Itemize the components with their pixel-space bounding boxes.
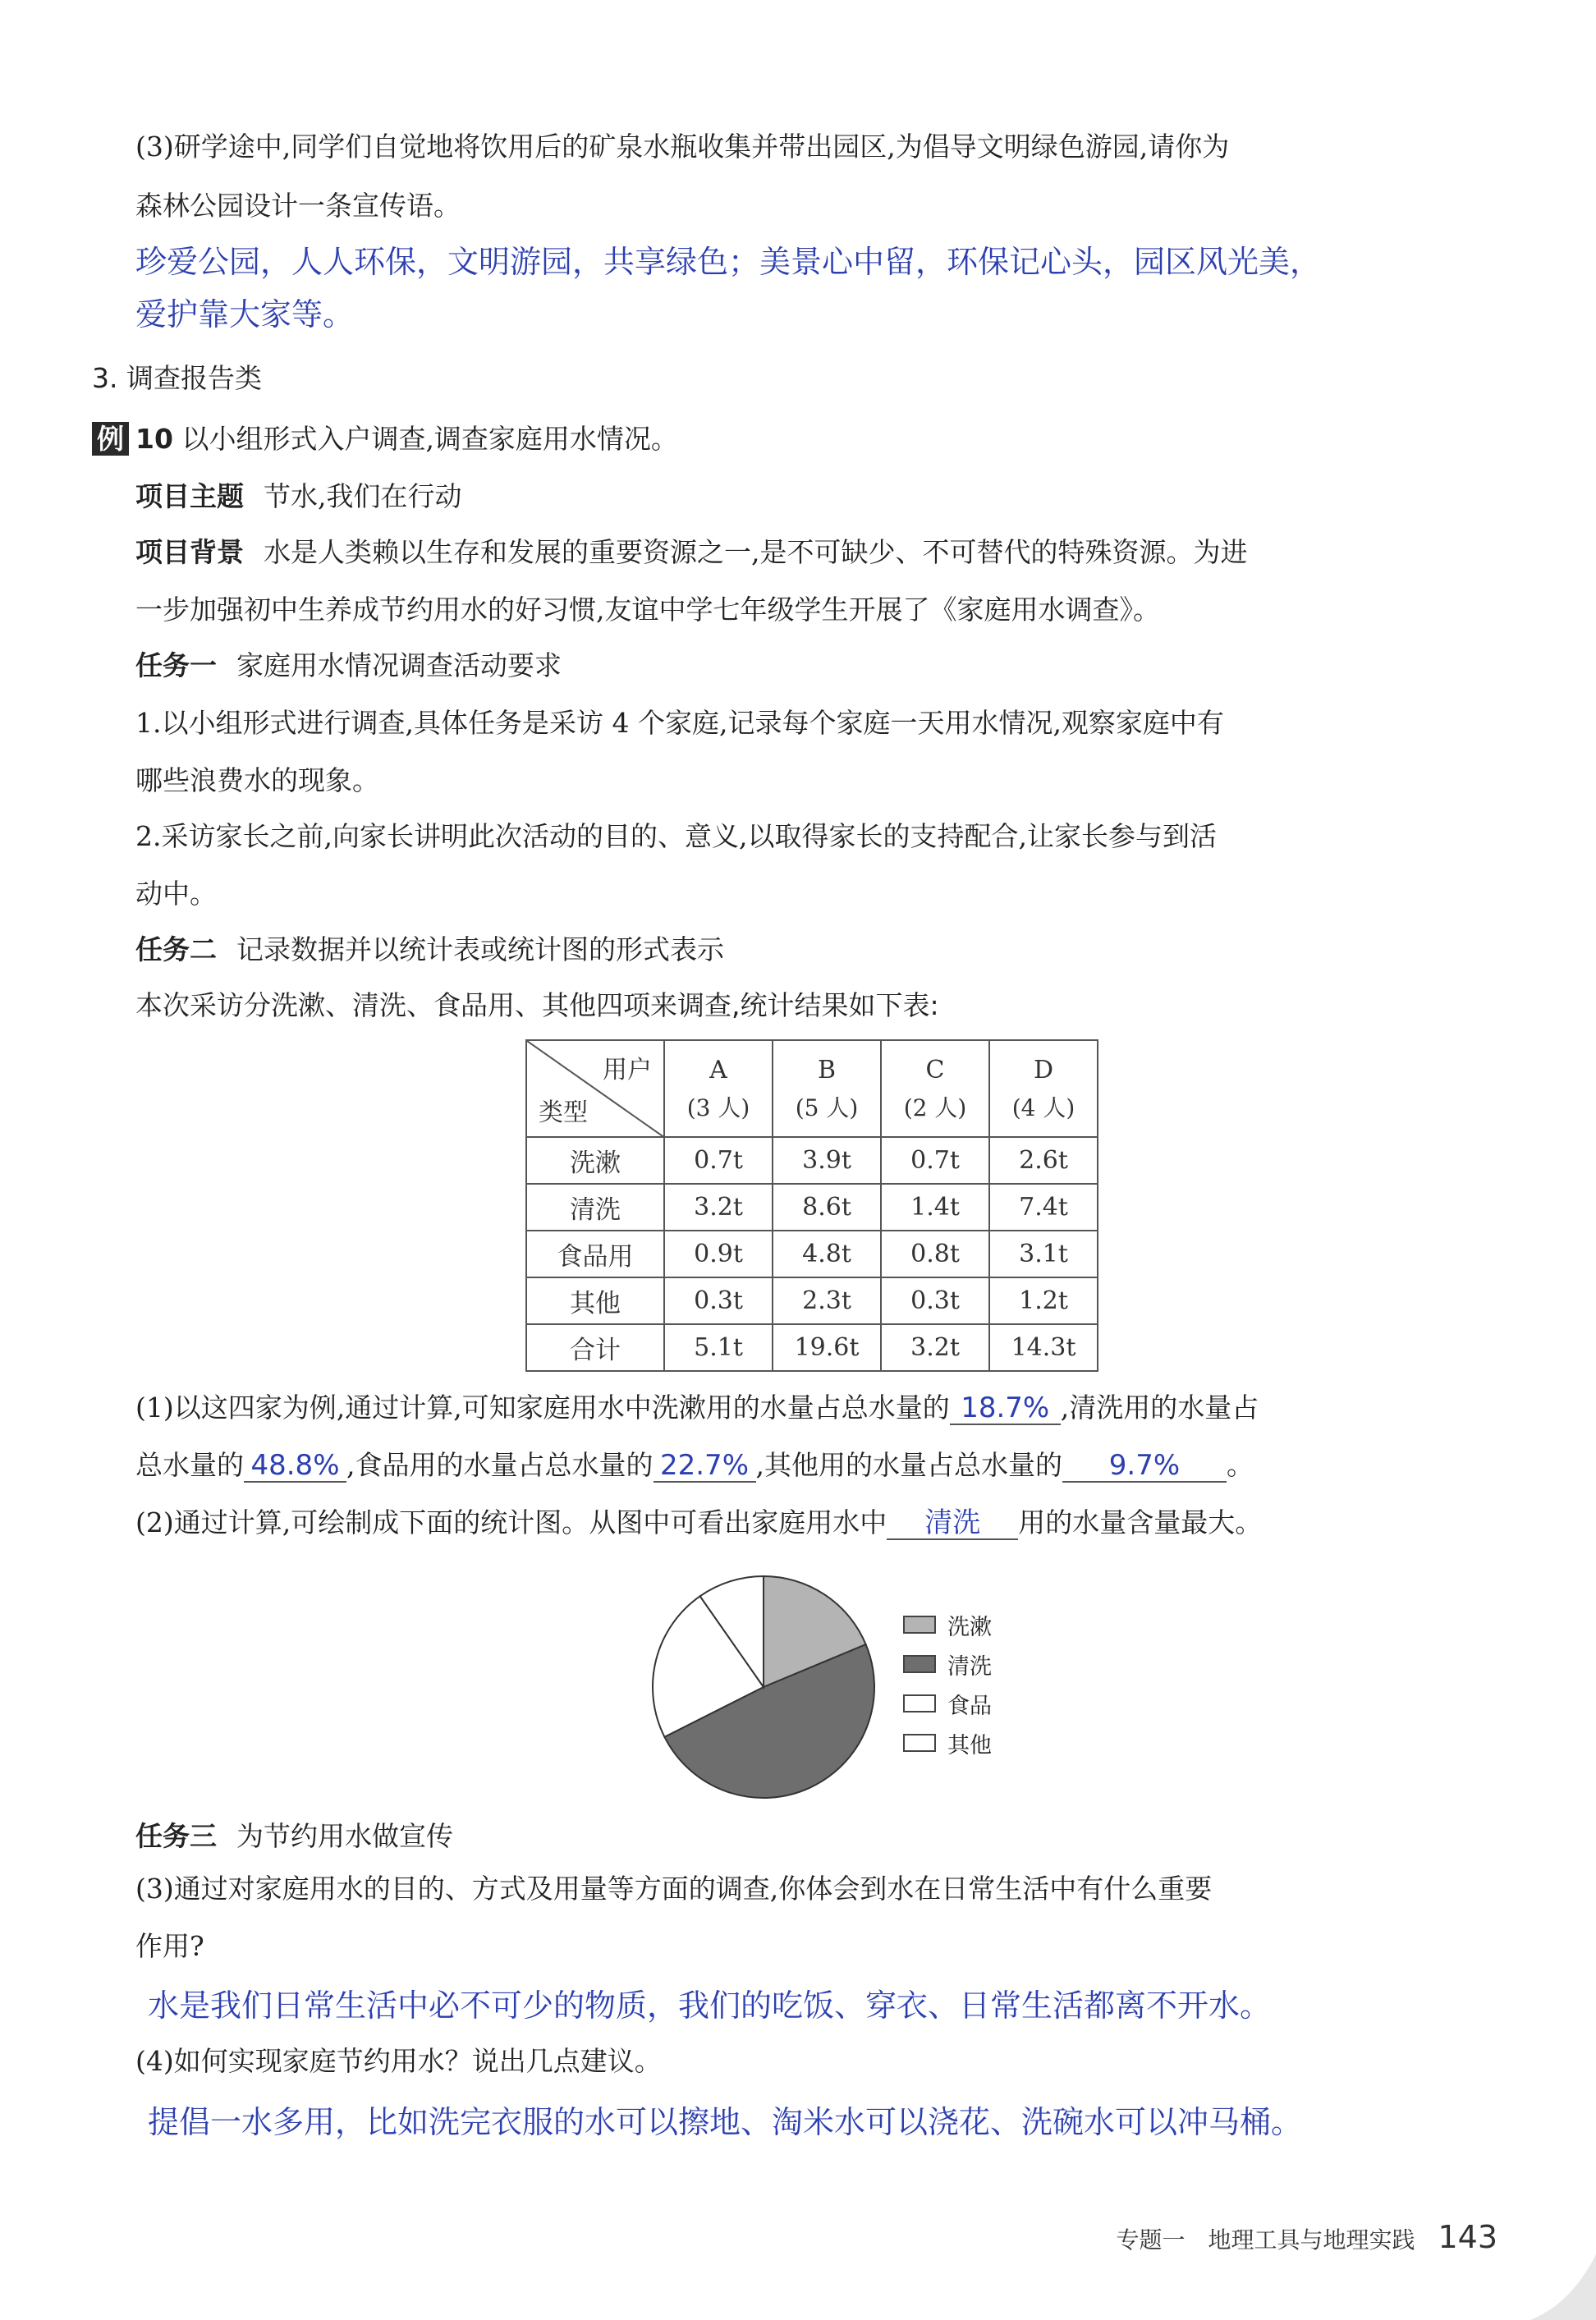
page-number: 143 — [1438, 2219, 1497, 2255]
question-text: 总水量的 — [135, 1449, 244, 1481]
task-two — [135, 933, 724, 966]
row-label: 洗漱 — [526, 1137, 664, 1184]
section-heading: 3. 调查报告类 — [92, 362, 262, 394]
question-3-cont: 作用? — [135, 1930, 204, 1962]
table-cell: 3.1t — [989, 1231, 1098, 1277]
table-corner-cell — [526, 1040, 664, 1137]
requirement-1: 1.以小组形式进行调查,具体任务是采访 4 个家庭,记录每个家庭一天用水情况,观察家庭中有 — [135, 707, 1224, 739]
table-row — [526, 1231, 1098, 1277]
question-1-line1 — [135, 1391, 1259, 1425]
row-label: 合计 — [526, 1324, 664, 1371]
corner-users-label: 用户 — [603, 1056, 652, 1084]
task-two-label: 任务二 — [135, 933, 217, 965]
table-cell: 0.7t — [664, 1137, 773, 1184]
column-name: C — [925, 1055, 945, 1084]
column-people: (5 人) — [795, 1094, 859, 1121]
pie-svg — [640, 1564, 887, 1810]
page-footer — [1116, 2219, 1497, 2255]
table-intro: 本次采访分洗漱、清洗、食品用、其他四项来调查,统计结果如下表: — [135, 989, 939, 1021]
page-curl-decoration — [1497, 2254, 1596, 2320]
question-text: 。 — [1227, 1449, 1254, 1481]
question-3: (3)通过对家庭用水的目的、方式及用量等方面的调查,你体会到水在日常生活中有什么重要 — [135, 1873, 1213, 1905]
table-cell: 2.3t — [773, 1277, 881, 1324]
example-intro: 以小组形式入户调查,调查家庭用水情况。 — [181, 423, 678, 455]
task-one-title: 家庭用水情况调查活动要求 — [236, 649, 562, 681]
table-cell: 0.7t — [881, 1137, 989, 1184]
answer-blank-2: 48.8% — [244, 1451, 346, 1483]
table-cell: 4.8t — [773, 1231, 881, 1277]
pie-legend — [903, 1605, 992, 1763]
background-text-cont: 一步加强初中生养成节约用水的好习惯,友谊中学七年级学生开展了《家庭用水调查》。 — [135, 594, 1160, 626]
theme-text: 节水,我们在行动 — [264, 480, 462, 512]
table-cell: 0.3t — [881, 1277, 989, 1324]
column-name: A — [709, 1055, 727, 1084]
column-people: (4 人) — [1011, 1094, 1075, 1121]
example-number: 10 — [135, 423, 173, 455]
legend-item — [903, 1684, 992, 1723]
legend-item — [903, 1605, 992, 1644]
row-label: 食品用 — [526, 1231, 664, 1277]
table-cell: 1.4t — [881, 1184, 989, 1231]
example-badge: 例 — [92, 422, 129, 456]
question-text: ,食品用的水量占总水量的 — [346, 1449, 654, 1481]
legend-label: 清洗 — [947, 1653, 992, 1680]
requirement-2-cont: 动中。 — [135, 878, 217, 910]
column-header — [664, 1040, 773, 1137]
column-header — [989, 1040, 1098, 1137]
legend-label: 食品 — [947, 1693, 992, 1719]
column-people: (3 人) — [686, 1094, 750, 1121]
column-name: B — [817, 1055, 837, 1084]
answer-blank-3: 22.7% — [654, 1451, 756, 1483]
table-header-row — [526, 1040, 1098, 1137]
column-header — [773, 1040, 881, 1137]
table-cell: 5.1t — [664, 1324, 773, 1371]
table-cell: 2.6t — [989, 1137, 1098, 1184]
task-one — [135, 649, 562, 682]
row-label: 清洗 — [526, 1184, 664, 1231]
table-row — [526, 1324, 1098, 1371]
table-cell: 3.9t — [773, 1137, 881, 1184]
legend-label: 其他 — [947, 1732, 992, 1758]
answer-blank-4: 9.7% — [1062, 1451, 1227, 1483]
table-cell: 0.8t — [881, 1231, 989, 1277]
table-cell: 1.2t — [989, 1277, 1098, 1324]
handwritten-answer-4: 提倡一水多用，比如洗完衣服的水可以擦地、淘米水可以浇花、洗碗水可以冲马桶。 — [148, 2104, 1303, 2140]
requirement-1-cont: 哪些浪费水的现象。 — [135, 764, 379, 796]
column-people: (2 人) — [903, 1094, 967, 1121]
theme-label: 项目主题 — [135, 480, 244, 512]
handwritten-answer-3: 水是我们日常生活中必不可少的物质，我们的吃饭、穿衣、日常生活都离不开水。 — [148, 1988, 1272, 2024]
question-4: (4)如何实现家庭节约用水？说出几点建议。 — [135, 2045, 662, 2077]
table-row — [526, 1277, 1098, 1324]
table-cell: 3.2t — [881, 1324, 989, 1371]
row-label: 其他 — [526, 1277, 664, 1324]
question-text: (3)研学途中,同学们自觉地将饮用后的矿泉水瓶收集并带出园区,为倡导文明绿色游园,请你为 — [135, 131, 1230, 163]
table-cell: 14.3t — [989, 1324, 1098, 1371]
table-cell: 19.6t — [773, 1324, 881, 1371]
legend-swatch — [903, 1694, 936, 1712]
water-usage-table — [525, 1039, 1098, 1372]
question-2 — [135, 1506, 1262, 1540]
legend-item — [903, 1723, 992, 1763]
project-theme — [135, 479, 462, 513]
column-name: D — [1033, 1055, 1054, 1084]
table-cell: 0.3t — [664, 1277, 773, 1324]
task-two-title: 记录数据并以统计表或统计图的形式表示 — [236, 933, 724, 965]
question-text: 森林公园设计一条宣传语。 — [135, 190, 461, 222]
question-text: ,其他用的水量占总水量的 — [755, 1449, 1062, 1481]
legend-swatch — [903, 1616, 936, 1634]
handwritten-answer: 爱护靠大家等。 — [135, 296, 355, 332]
task-three — [135, 1819, 453, 1853]
question-text: (1)以这四家为例,通过计算,可知家庭用水中洗漱用的水量占总水量的 — [135, 1392, 950, 1424]
table-row — [526, 1184, 1098, 1231]
answer-blank-5: 清洗 — [887, 1508, 1018, 1540]
table-row — [526, 1137, 1098, 1184]
handwritten-answer: 珍爱公园，人人环保，文明游园，共享绿色；美景心中留，环保记心头，园区风光美， — [135, 244, 1322, 280]
table-cell: 3.2t — [664, 1184, 773, 1231]
question-text: (2)通过计算,可绘制成下面的统计图。从图中可看出家庭用水中 — [135, 1506, 887, 1538]
task-one-label: 任务一 — [135, 649, 217, 681]
table-cell: 0.9t — [664, 1231, 773, 1277]
table-cell: 7.4t — [989, 1184, 1098, 1231]
legend-swatch — [903, 1655, 936, 1673]
legend-item — [903, 1644, 992, 1684]
project-background — [135, 535, 1248, 569]
legend-swatch — [903, 1734, 936, 1752]
legend-label: 洗漱 — [947, 1614, 992, 1640]
background-text: 水是人类赖以生存和发展的重要资源之一,是不可缺少、不可替代的特殊资源。为进 — [264, 536, 1248, 568]
column-header — [881, 1040, 989, 1137]
task-three-label: 任务三 — [135, 1820, 217, 1852]
question-1-line2 — [135, 1448, 1254, 1483]
requirement-2: 2.采访家长之前,向家长讲明此次活动的目的、意义,以取得家长的支持配合,让家长参与到活 — [135, 820, 1217, 852]
table-cell: 8.6t — [773, 1184, 881, 1231]
question-text: 用的水量含量最大。 — [1018, 1506, 1263, 1538]
example-heading — [92, 422, 678, 456]
answer-blank-1: 18.7% — [950, 1393, 1061, 1425]
background-label: 项目背景 — [135, 536, 244, 568]
corner-type-label: 类型 — [539, 1098, 588, 1127]
question-text: ,清洗用的水量占 — [1060, 1392, 1259, 1424]
task-three-title: 为节约用水做宣传 — [236, 1820, 453, 1852]
chapter-title: 专题一 地理工具与地理实践 — [1116, 2226, 1415, 2254]
